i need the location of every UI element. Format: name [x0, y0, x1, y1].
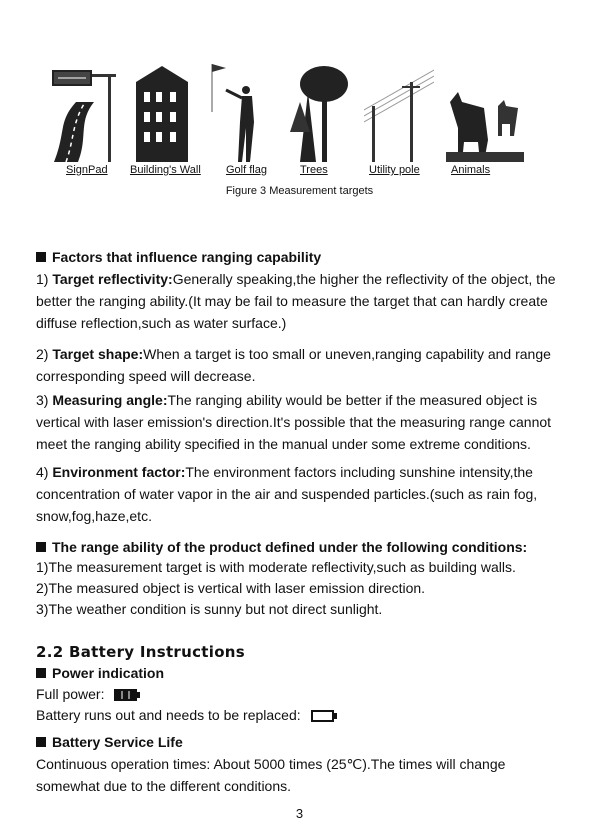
- battery-replace-line: Battery runs out and needs to be replaced:: [36, 707, 337, 725]
- battery-section-title: 2.2 Battery Instructions: [36, 643, 246, 661]
- bullet-square-icon: [36, 668, 46, 678]
- full-power-line: Full power:: [36, 686, 140, 704]
- target-label-utility-pole: Utility pole: [369, 164, 420, 176]
- factor-1-paragraph: 1) Target reflectivity:Generally speaking,the higher the reflectivity of the object, the better the ranging ability.(It may be fail to measure the target that can hardly create diffuse reflection,such as water surface.): [36, 271, 556, 331]
- trees-illustration: [286, 62, 352, 162]
- animals-illustration: [444, 62, 524, 162]
- battery-full-icon: [114, 688, 140, 704]
- factor-3-paragraph: 3) Measuring angle:The ranging ability would be better if the measured object is vertical with laser emission's direction.It's possible that the measuring range cannot meet the ranging ability specified in the manual under some extreme conditions.: [36, 392, 552, 452]
- target-label-animals: Animals: [451, 164, 491, 176]
- conditions-heading: The range ability of the product defined under the following conditions:: [36, 539, 527, 555]
- condition-line-3: 3)The weather condition is sunny but not direct sunlight.: [36, 601, 383, 617]
- measurement-targets-figure: [48, 62, 528, 162]
- factor-2-paragraph: 2) Target shape:When a target is too small or uneven,ranging capability and range corresponding speed will decrease.: [36, 346, 551, 384]
- battery-empty-icon: [311, 709, 337, 725]
- figure-caption: Figure 3 Measurement targets: [225, 185, 374, 197]
- factor-4-paragraph: 4) Environment factor:The environment factors including sunshine intensity,the concentration of water vapor in the air and suspended particles.(such as rain fog, snow,fog,haze,etc.: [36, 464, 538, 524]
- golf-flag-illustration: [206, 62, 276, 162]
- target-label-golf-flag: Golf flag: [226, 164, 267, 176]
- bullet-square-icon: [36, 737, 46, 747]
- battery-service-heading: Battery Service Life: [36, 734, 183, 750]
- bullet-square-icon: [36, 542, 46, 552]
- page-number: 3: [295, 806, 304, 821]
- target-label-building-wall: Building's Wall: [130, 164, 201, 176]
- building-wall-illustration: [132, 62, 192, 162]
- target-label-trees: Trees: [300, 164, 328, 176]
- condition-line-2: 2)The measured object is vertical with laser emission direction.: [36, 580, 426, 596]
- utility-pole-illustration: [364, 62, 434, 162]
- power-indication-heading: Power indication: [36, 665, 164, 681]
- battery-service-paragraph: Continuous operation times: About 5000 times (25℃).The times will change somewhat due to the different conditions.: [36, 756, 506, 794]
- factors-heading: Factors that influence ranging capability: [36, 249, 321, 265]
- condition-line-1: 1)The measurement target is with moderate reflectivity,such as building walls.: [36, 559, 516, 575]
- signpad-illustration: [48, 62, 120, 162]
- target-label-signpad: SignPad: [66, 164, 108, 176]
- bullet-square-icon: [36, 252, 46, 262]
